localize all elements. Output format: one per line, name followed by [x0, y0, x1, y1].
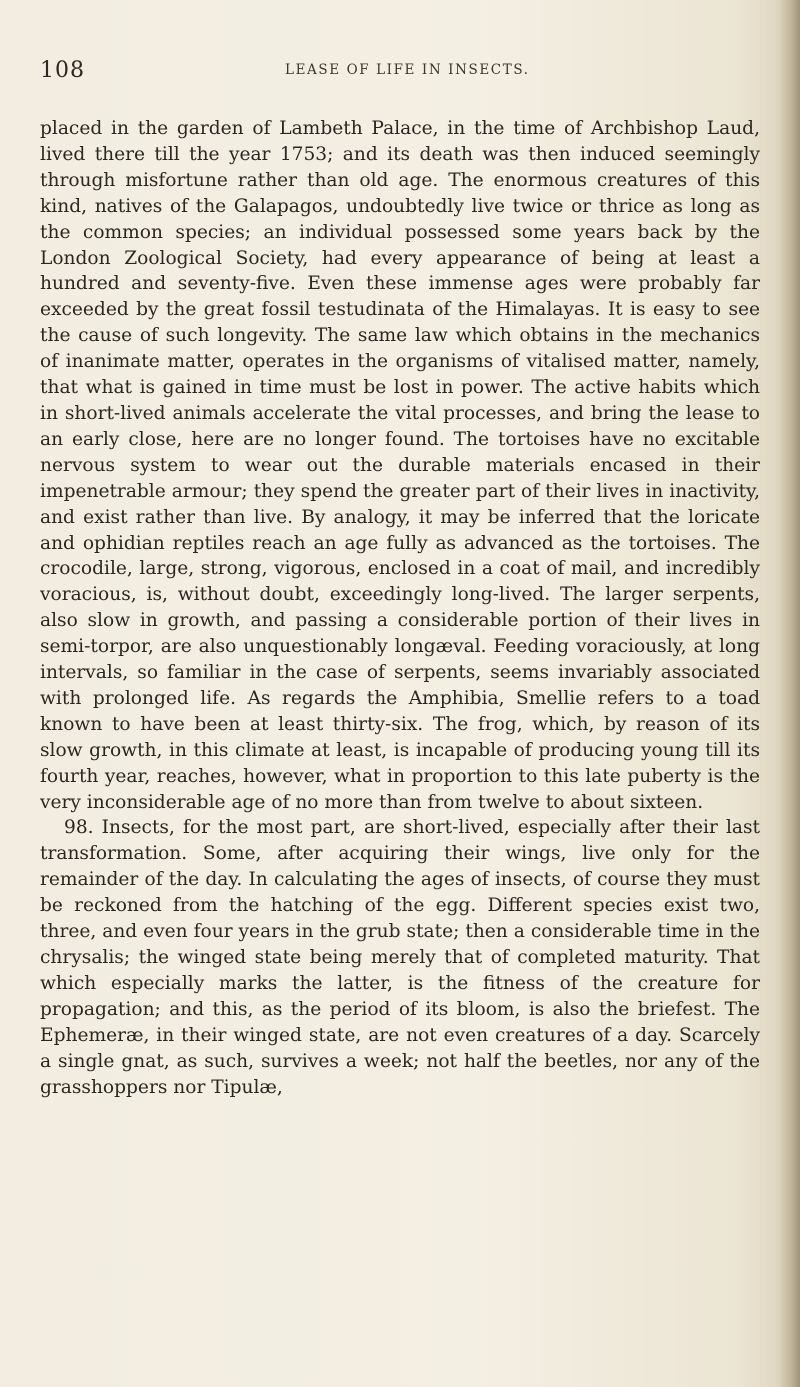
running-title: LEASE OF LIFE IN INSECTS.: [285, 62, 530, 78]
body-text: [40, 116, 760, 1100]
page-header: [40, 58, 760, 88]
paragraph-section-98: 98. Insects, for the most part, are short-lived, especially after their last transformation. Some, after acquiring their wings, live only for the remainder of the day. In calculating the ages of insects, of course they must be reckoned from the hatching of the egg. Different species exist two, three, and even four years in the grub state; then a considerable time in the chrysalis; the winged state being merely that of completed maturity. That which especially marks the latter, is the fitness of the creature for propagation; and this, as the period of its bloom, is also the briefest. The Ephemeræ, in their winged state, are not even creatures of a day. Scarcely a single gnat, as such, survives a week; not half the beetles, nor any of the grasshoppers nor Tipulæ,: [40, 817, 760, 1098]
page-number: 108: [40, 58, 85, 83]
paragraph-continued: placed in the garden of Lambeth Palace, in the time of Archbishop Laud, lived there till the year 1753; and its death was then induced seemingly through misfortune rather than old age. The enormous creatures of this kind, natives of the Galapagos, undoubtedly live twice or thrice as long as the common species; an individual possessed some years back by the London Zoological Society, had every appearance of being at least a hundred and seventy-five. Even these immense ages were probably far exceeded by the great fossil testudinata of the Himalayas. It is easy to see the cause of such longevity. The same law which obtains in the mechanics of inanimate matter, operates in the organisms of vitalised matter, namely, that what is gained in time must be lost in power. The active habits which in short-lived animals accelerate the vital processes, and bring the lease to an early close, here are no longer found. The tortoises have no excitable nervous system to wear out the durable materials encased in their impenetrable armour; they spend the greater part of their lives in inactivity, and exist rather than live. By analogy, it may be inferred that the loricate and ophidian reptiles reach an age fully as advanced as the tortoises. The crocodile, large, strong, vigorous, enclosed in a coat of mail, and incredibly voracious, is, without doubt, exceedingly long-lived. The larger serpents, also slow in growth, and passing a considerable portion of their lives in semi-torpor, are also unquestionably longæval. Feeding voraciously, at long intervals, so familiar in the case of serpents, seems invariably associated with prolonged life. As regards the Amphibia, Smellie refers to a toad known to have been at least thirty-six. The frog, which, by reason of its slow growth, in this climate at least, is incapable of producing young till its fourth year, reaches, however, what in proportion to this late puberty is the very inconsiderable age of no more than from twelve to about sixteen.: [40, 118, 760, 813]
page-edge-shadow: [778, 0, 800, 1387]
